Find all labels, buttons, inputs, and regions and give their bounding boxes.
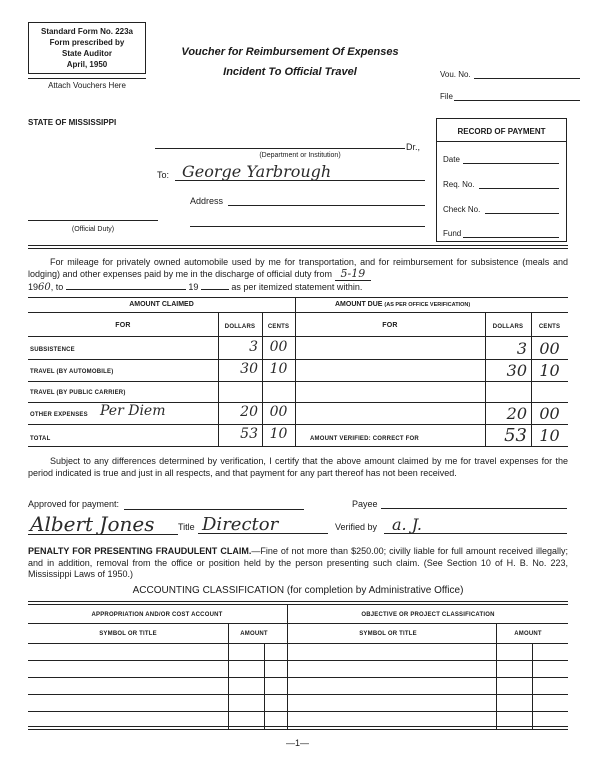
- claimed-row-cents[interactable]: 10: [269, 361, 288, 377]
- record-fund-label: Fund: [443, 229, 462, 238]
- due-row-cents[interactable]: 00: [539, 404, 560, 423]
- amount-table-rule-2: [28, 336, 568, 337]
- record-req-label: Req. No.: [443, 180, 475, 189]
- accounting-left-cents-divider: [264, 643, 265, 729]
- claimed-total-label: TOTAL: [30, 436, 51, 442]
- amount-due-title: AMOUNT DUE: [335, 301, 383, 308]
- title-label: Title: [178, 522, 195, 532]
- amount-table-top: [28, 297, 568, 298]
- address-field-2[interactable]: [190, 226, 425, 227]
- record-fund-field[interactable]: [463, 237, 559, 238]
- penalty-head: PENALTY FOR PRESENTING FRAUDULENT CLAIM.: [28, 546, 252, 556]
- address-label: Address: [190, 196, 224, 206]
- divider-rule-1a: [28, 245, 568, 246]
- amount-table-rule-1: [28, 312, 568, 313]
- accounting-title: ACCOUNTING CLASSIFICATION: [132, 585, 285, 596]
- verified-field[interactable]: [384, 533, 567, 534]
- penalty-body: —Fine of not more than $250.00; civilly liable for full amount received illegally; and in addition, removal from the office or position held by the person presenting such claim. (See Section 10 of H. B. No. 223, Mississippi Laws of 1950.): [28, 546, 568, 579]
- accounting-right-cents-divider: [532, 643, 533, 729]
- claimed-row-dollars[interactable]: 20: [240, 404, 258, 420]
- claimed-row-cents[interactable]: 00: [269, 404, 288, 420]
- statement-line2: [28, 282, 568, 293]
- form-id-line3: State Auditor: [62, 49, 112, 58]
- accounting-row-3: [28, 694, 568, 695]
- approved-label: Approved for payment:: [28, 499, 120, 509]
- statement-year-prefix: 19: [28, 282, 39, 292]
- page-number: —1—: [285, 738, 309, 748]
- dr-label: Dr.,: [406, 142, 421, 152]
- amount-claimed-header: AMOUNT CLAIMED: [129, 301, 194, 308]
- record-check-label: Check No.: [443, 205, 481, 214]
- statement-year-value: 60: [38, 282, 51, 293]
- form-id-box: [28, 22, 146, 74]
- accounting-heading: [28, 585, 568, 596]
- signature-field[interactable]: [28, 534, 178, 535]
- due-row-dollars[interactable]: 20: [506, 404, 527, 423]
- statement-year2-prefix: 19: [188, 282, 199, 292]
- accounting-row-4: [28, 711, 568, 712]
- payee-field[interactable]: [381, 508, 567, 509]
- amount-verified-label: AMOUNT VERIFIED: CORRECT FOR: [310, 436, 419, 442]
- accounting-right-amount: AMOUNT: [514, 631, 542, 637]
- accounting-bottom-a: [28, 726, 568, 727]
- statement-to-field[interactable]: [66, 289, 186, 290]
- claimed-total-cents[interactable]: 10: [269, 426, 288, 442]
- claimed-col-cents: CENTS: [267, 324, 290, 330]
- record-of-payment-box: [436, 118, 567, 242]
- amount-row-line-1: [28, 359, 568, 360]
- file-field[interactable]: [454, 100, 580, 101]
- record-date-field[interactable]: [463, 163, 559, 164]
- accounting-left-amount: AMOUNT: [240, 631, 268, 637]
- due-col-dollars: DOLLARS: [492, 324, 524, 330]
- divider-rule-1b: [28, 248, 568, 249]
- file-label: File: [440, 92, 453, 101]
- form-id-line2: Form prescribed by: [49, 38, 125, 47]
- accounting-note: (for completion by Administrative Office): [286, 585, 464, 596]
- form-title-line2: Incident To Official Travel: [223, 66, 357, 78]
- record-title: RECORD OF PAYMENT: [457, 127, 546, 136]
- vou-no-field[interactable]: [474, 78, 580, 79]
- title-field[interactable]: [198, 533, 328, 534]
- accounting-right-amount-divider: [496, 623, 497, 729]
- accounting-left-amount-divider: [228, 623, 229, 729]
- accounting-right-header: OBJECTIVE OR PROJECT CLASSIFICATION: [361, 612, 495, 618]
- claimed-row-label: TRAVEL (BY AUTOMOBILE): [30, 369, 114, 375]
- amount-row-line-2: [28, 381, 568, 382]
- form-title-line1: Voucher for Reimbursement Of Expenses: [181, 46, 399, 58]
- amount-table-bottom: [28, 446, 568, 447]
- statement-to-word: to: [55, 282, 64, 292]
- statement-year2-field[interactable]: [201, 289, 229, 290]
- claimed-row-label: TRAVEL (BY PUBLIC CARRIER): [30, 390, 126, 396]
- accounting-top-b: [28, 604, 568, 605]
- department-label: (Department or Institution): [259, 152, 341, 159]
- accounting-rule-2: [28, 643, 568, 644]
- form-id-line1: Standard Form No. 223a: [40, 27, 134, 36]
- attach-note: Attach Vouchers Here: [48, 81, 126, 90]
- official-duty-field[interactable]: [28, 220, 158, 221]
- official-duty-label: (Official Duty): [71, 226, 115, 233]
- amount-due-note: (AS PER OFFICE VERIFICATION): [384, 302, 471, 308]
- approved-signature: Albert Jones: [30, 512, 155, 536]
- amount-due-header: [335, 301, 470, 308]
- address-field-1[interactable]: [228, 205, 425, 206]
- accounting-left-header: APPROPRIATION AND/OR COST ACCOUNT: [91, 612, 223, 618]
- claimed-row-label: SUBSISTENCE: [30, 347, 75, 353]
- due-row-dollars[interactable]: 30: [506, 361, 527, 380]
- due-row-cents[interactable]: 10: [539, 361, 560, 380]
- accounting-row-2: [28, 677, 568, 678]
- record-req-field[interactable]: [479, 188, 559, 189]
- record-date-label: Date: [443, 155, 460, 164]
- department-field[interactable]: [155, 148, 405, 149]
- due-col-cents: CENTS: [538, 324, 561, 330]
- attach-rule: [28, 78, 146, 79]
- due-col-for: FOR: [382, 322, 398, 329]
- verified-value: a. J.: [392, 515, 422, 534]
- vou-no-label: Vou. No.: [440, 70, 471, 79]
- due-row-cents[interactable]: 00: [539, 339, 560, 358]
- claimed-row-dollars[interactable]: 30: [240, 361, 258, 377]
- claimed-total-dollars[interactable]: 53: [240, 426, 258, 442]
- to-value: George Yarbrough: [182, 162, 332, 181]
- claimed-row-cents[interactable]: 00: [269, 339, 288, 355]
- accounting-row-1: [28, 660, 568, 661]
- statement-from-value: 5-19: [335, 267, 372, 281]
- statement-part1: For mileage for privately owned automobile used by me for transportation, and for reimbursement for subsistence (meals and lodging) and other expenses paid by me in the discharge of official duty from: [28, 257, 568, 279]
- statement-part2: as per itemized statement within.: [231, 282, 363, 292]
- to-label: To:: [157, 170, 170, 180]
- accounting-bottom-b: [28, 729, 568, 730]
- approved-field[interactable]: [124, 509, 304, 510]
- state-label: STATE OF MISSISSIPPI: [28, 118, 117, 127]
- claimed-row-extra[interactable]: Per Diem: [100, 403, 166, 419]
- verified-label: Verified by: [335, 522, 378, 532]
- due-total-cents[interactable]: 10: [539, 426, 560, 445]
- form-id-line4: April, 1950: [66, 60, 108, 69]
- accounting-rule-1: [28, 623, 568, 624]
- record-check-field[interactable]: [485, 213, 559, 214]
- claimed-col-for: FOR: [115, 322, 131, 329]
- accounting-right-symbol: SYMBOL OR TITLE: [359, 631, 417, 637]
- accounting-left-symbol: SYMBOL OR TITLE: [99, 631, 157, 637]
- statement-text: [28, 256, 568, 280]
- accounting-top-a: [28, 601, 568, 602]
- claimed-row-label: OTHER EXPENSES: [30, 412, 88, 418]
- comma: ,: [50, 282, 56, 292]
- penalty-text: [28, 546, 568, 581]
- title-value: Director: [202, 514, 279, 535]
- payee-label: Payee: [352, 499, 378, 509]
- due-row-dollars[interactable]: 3: [516, 339, 527, 358]
- certify-text: Subject to any differences determined by verification, I certify that the above amount claimed by me for travel expenses for the period indicated is true and just in all respects, and that payment for any part thereof has not been received.: [28, 456, 568, 478]
- claimed-col-dollars: DOLLARS: [224, 324, 256, 330]
- claimed-row-dollars[interactable]: 3: [249, 339, 258, 355]
- due-total-dollars[interactable]: 53: [504, 425, 527, 446]
- record-title-rule: [437, 141, 566, 142]
